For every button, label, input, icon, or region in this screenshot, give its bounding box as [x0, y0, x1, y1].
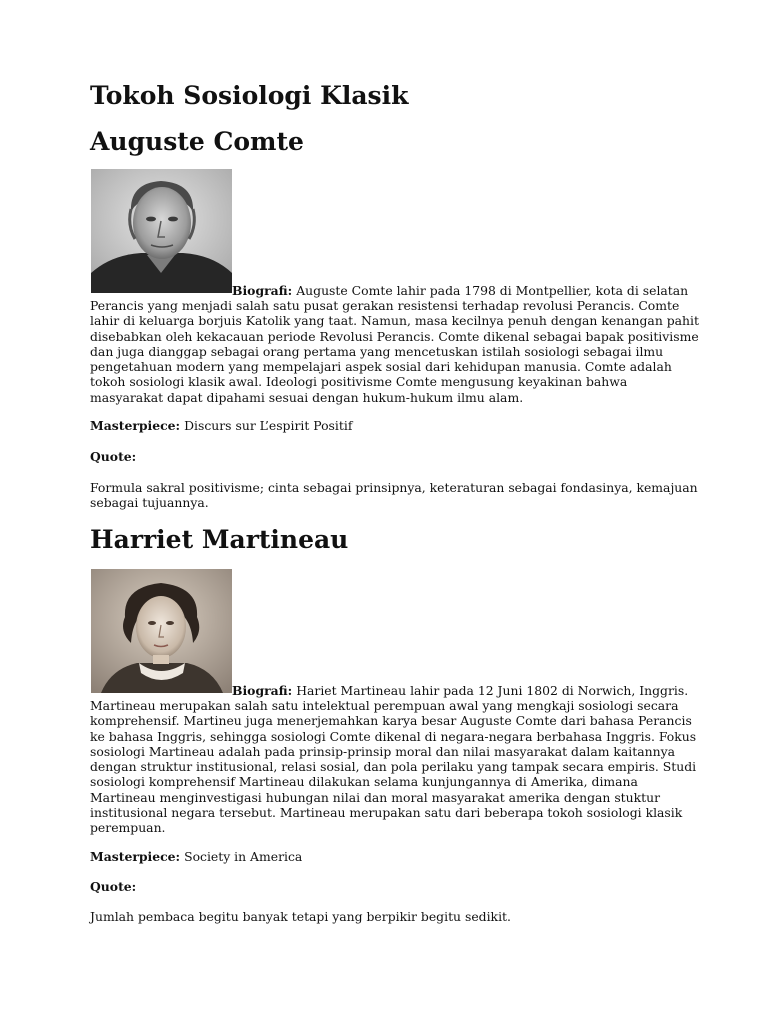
biography-comte [90, 298, 699, 405]
biography-text-line: masyarakat dapat dipahami sesuai dengan hukum-hukum ilmu alam. [90, 389, 524, 405]
biography-first-line-martineau [232, 683, 688, 698]
quote-label-martineau [90, 879, 680, 894]
masterpiece-title: Society in America [184, 849, 303, 864]
portrait-man-icon [91, 169, 232, 293]
biography-text-line: Perancis yang menjadi salah satu pusat gerakan resistensi terhadap revolusi Perancis. Comte [90, 298, 680, 313]
masterpiece-martineau [90, 849, 680, 864]
biography-text-line: Martineau menginvestigasi hubungan nilai dan moral masyarakat amerika dengan stuktur [90, 789, 661, 805]
biography-text-line: Martineau merupakan salah satu intelektual perempuan awal yang mengkaji sosiologi secara [90, 698, 679, 713]
biography-text-line: dengan struktur institusional, relasi sosial, dan pola perilaku yang tampak secara empiris. Studi [90, 759, 697, 775]
biography-text-line: komprehensif. Martineu juga menerjemahkan karya besar Auguste Comte dari bahasa Perancis [90, 713, 692, 729]
masterpiece-comte [90, 418, 680, 433]
biography-text-line: Hariet Martineau lahir pada 12 Juni 1802 di Norwich, Inggris. [296, 683, 689, 698]
quote-text-line: Jumlah pembaca begitu banyak tetapi yang berpikir begitu sedikit. [90, 909, 511, 924]
biography-text-line: ke bahasa Inggris, sehingga sosiologi Comte dikenal di negara-negara berbahasa Inggris. Fokus [90, 728, 697, 744]
quote-label: Quote: [90, 449, 137, 464]
quote-martineau [90, 909, 680, 924]
biography-text-line: dan juga dianggap sebagai orang pertama yang mencetuskan istilah sosiologi sebagai ilmu [90, 343, 664, 359]
biography-text-line: sosiologi komprehensif Martineau dilakukan selama kunjungannya di Amerika, dimana [90, 774, 638, 790]
quote-text-line: Formula sakral positivisme; cinta sebagai prinsipnya, keteraturan sebagai fondasinya, kemajuan [90, 480, 698, 495]
masterpiece-title: Discurs sur L’espirit Positif [184, 418, 353, 433]
quote-text-line: sebagai tujuannya. [90, 495, 209, 511]
portrait-comte-image [91, 169, 232, 293]
biography-label: Biografi: [232, 283, 293, 298]
biography-text-line: pengetahuan modern yang mempelajari aspek sosial dari kehidupan manusia. Comte adalah [90, 359, 672, 375]
biography-text-line: sosiologi Martineau adalah pada prinsip-prinsip moral dan nilai masyarakat dalam kaitannya [90, 743, 675, 759]
quote-label: Quote: [90, 879, 137, 894]
biography-first-line-comte [232, 283, 688, 298]
portrait-martineau-image [91, 569, 232, 693]
masterpiece-label: Masterpiece: [90, 849, 181, 864]
figure-name-martineau: Harriet Martineau [90, 525, 349, 554]
biography-text-line: lahir di keluarga borjuis Katolik yang taat. Namun, masa kecilnya penuh dengan kenangan pahit [90, 313, 699, 329]
portrait-woman-icon [91, 569, 232, 693]
masterpiece-label: Masterpiece: [90, 418, 181, 433]
figure-name-comte: Auguste Comte [90, 127, 304, 156]
biography-text-line: disebabkan oleh kekacauan periode Revolusi Perancis. Comte dikenal sebagai bapak positivisme [90, 328, 699, 344]
biography-text-line: perempuan. [90, 820, 166, 836]
quote-comte [90, 480, 698, 511]
biography-text-line: tokoh sosiologi klasik awal. Ideologi positivisme Comte mengusung keyakinan bahwa [90, 374, 628, 390]
biography-text-line: Auguste Comte lahir pada 1798 di Montpellier, kota di selatan [296, 283, 689, 298]
quote-label-comte [90, 449, 680, 464]
biography-text-line: institusional negara tersebut. Martineau merupakan satu dari beberapa tokoh sosiologi klasik [90, 805, 683, 821]
document-title: Tokoh Sosiologi Klasik [90, 81, 409, 110]
biography-label: Biografi: [232, 683, 293, 698]
biography-martineau [90, 698, 697, 836]
